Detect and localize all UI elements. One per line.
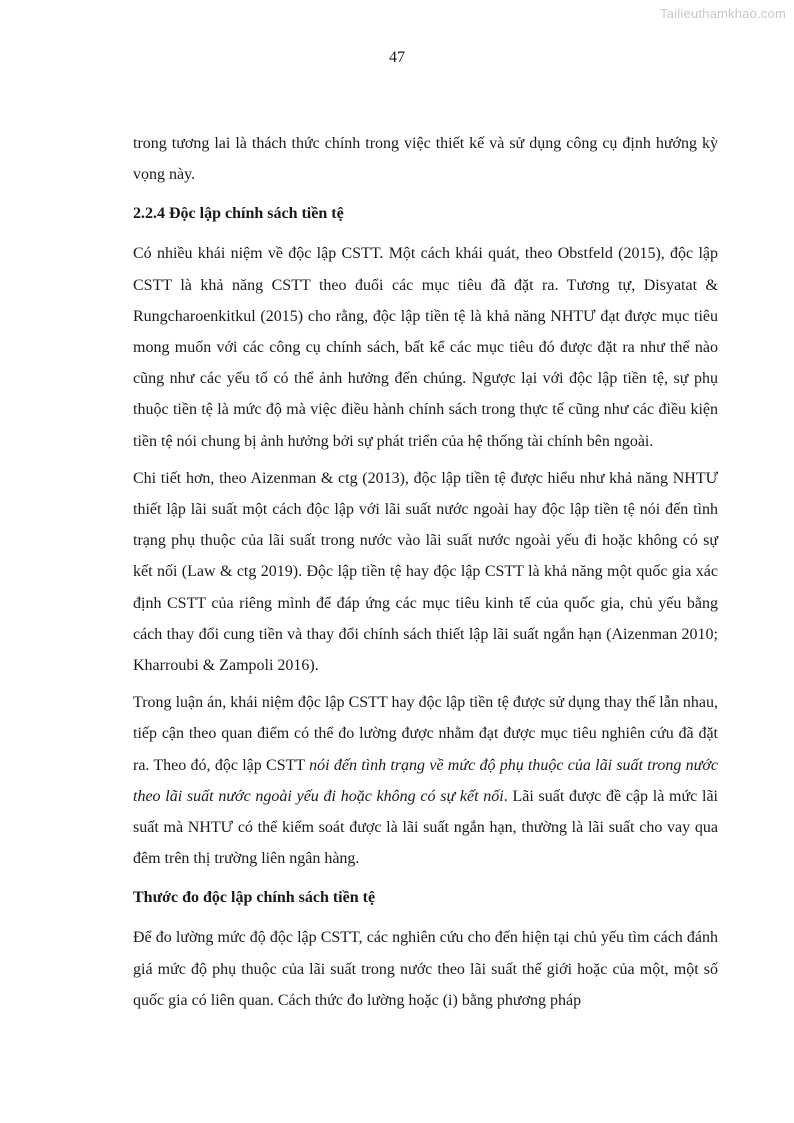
section-heading: 2.2.4 Độc lập chính sách tiền tệ xyxy=(133,205,344,223)
document-body xyxy=(133,128,718,1022)
paragraph-detail: Chi tiết hơn, theo Aizenman & ctg (2013), độc lập tiền tệ được hiểu như khả năng NHTƯ thiết lập lãi suất một cách độc lập với lãi suất nước ngoài hay độc lập tiền tệ nói đến tình trạng phụ thuộc của lãi suất trong nước vào lãi suất nước ngoài yếu đi hoặc không có sự kết nối (Law & ctg 2019). Độc lập tiền tệ hay độc lập CSTT là khả năng một quốc gia xác định CSTT của riêng mình để đáp ứng các mục tiêu kinh tế của quốc gia, chủ yếu bằng cách thay đổi cung tiền và thay đổi chính sách thiết lập lãi suất ngắn hạn (Aizenman 2010; Kharroubi & Zampoli 2016). xyxy=(133,469,718,675)
watermark: Tailieuthamkhao.com xyxy=(660,6,786,21)
text-run: Trong luận án, khái niệm độc lập CSTT hay độc lập tiền tệ được sử dụng thay thế lẫn nhau, tiếp cận theo quan điểm có thể đo lường được nhằm đạt được mục tiêu nghiên cứu đã đặt ra. Theo đó, độc lập CSTT xyxy=(133,694,718,774)
paragraph-definition: Có nhiều khái niệm về độc lập CSTT. Một cách khái quát, theo Obstfeld (2015), độc lập CSTT là khả năng CSTT theo đuổi các mục tiêu đã đặt ra. Tương tự, Disyatat & Rungcharoenkitkul (2015) cho rằng, độc lập tiền tệ là khả năng NHTƯ đạt được mục tiêu mong muốn với các công cụ chính sách, bất kể các mục tiêu đó được đặt ra như thế nào cũng như các yếu tố có thể ảnh hưởng đến chúng. Ngược lại với độc lập tiền tệ, sự phụ thuộc tiền tệ là mức độ mà việc điều hành chính sách trong thực tế cũng như các điều kiện tiền tệ nói chung bị ảnh hưởng bởi sự phát triển của hệ thống tài chính bên ngoài. xyxy=(133,245,718,450)
subsection-heading: Thước đo độc lập chính sách tiền tệ xyxy=(133,889,376,907)
page-number: 47 xyxy=(389,49,405,66)
paragraph-thesis-concept xyxy=(133,687,718,874)
text-run: . Lãi suất được đề cập là mức lãi suất mà NHTƯ có thể kiểm soát được là lãi suất ngắn hạn, thường là lãi suất cho vay qua đêm trên thị trường liên ngân hàng. xyxy=(133,787,718,868)
paragraph-continuation: trong tương lai là thách thức chính trong việc thiết kế và sử dụng công cụ định hướng kỳ vọng này. xyxy=(133,135,718,184)
paragraph-measurement: Để đo lường mức độ độc lập CSTT, các nghiên cứu cho đến hiện tại chủ yếu tìm cách đánh giá mức độ phụ thuộc của lãi suất trong nước theo lãi suất thế giới hoặc của một, một số quốc gia có liên quan. Cách thức đo lường hoặc (i) bằng phương pháp xyxy=(133,929,718,1009)
italic-text-run: nói đến tình trạng về mức độ phụ thuộc của lãi suất trong nước theo lãi suất nước ngoài yếu đi hoặc không có sự kết nối xyxy=(133,756,718,805)
